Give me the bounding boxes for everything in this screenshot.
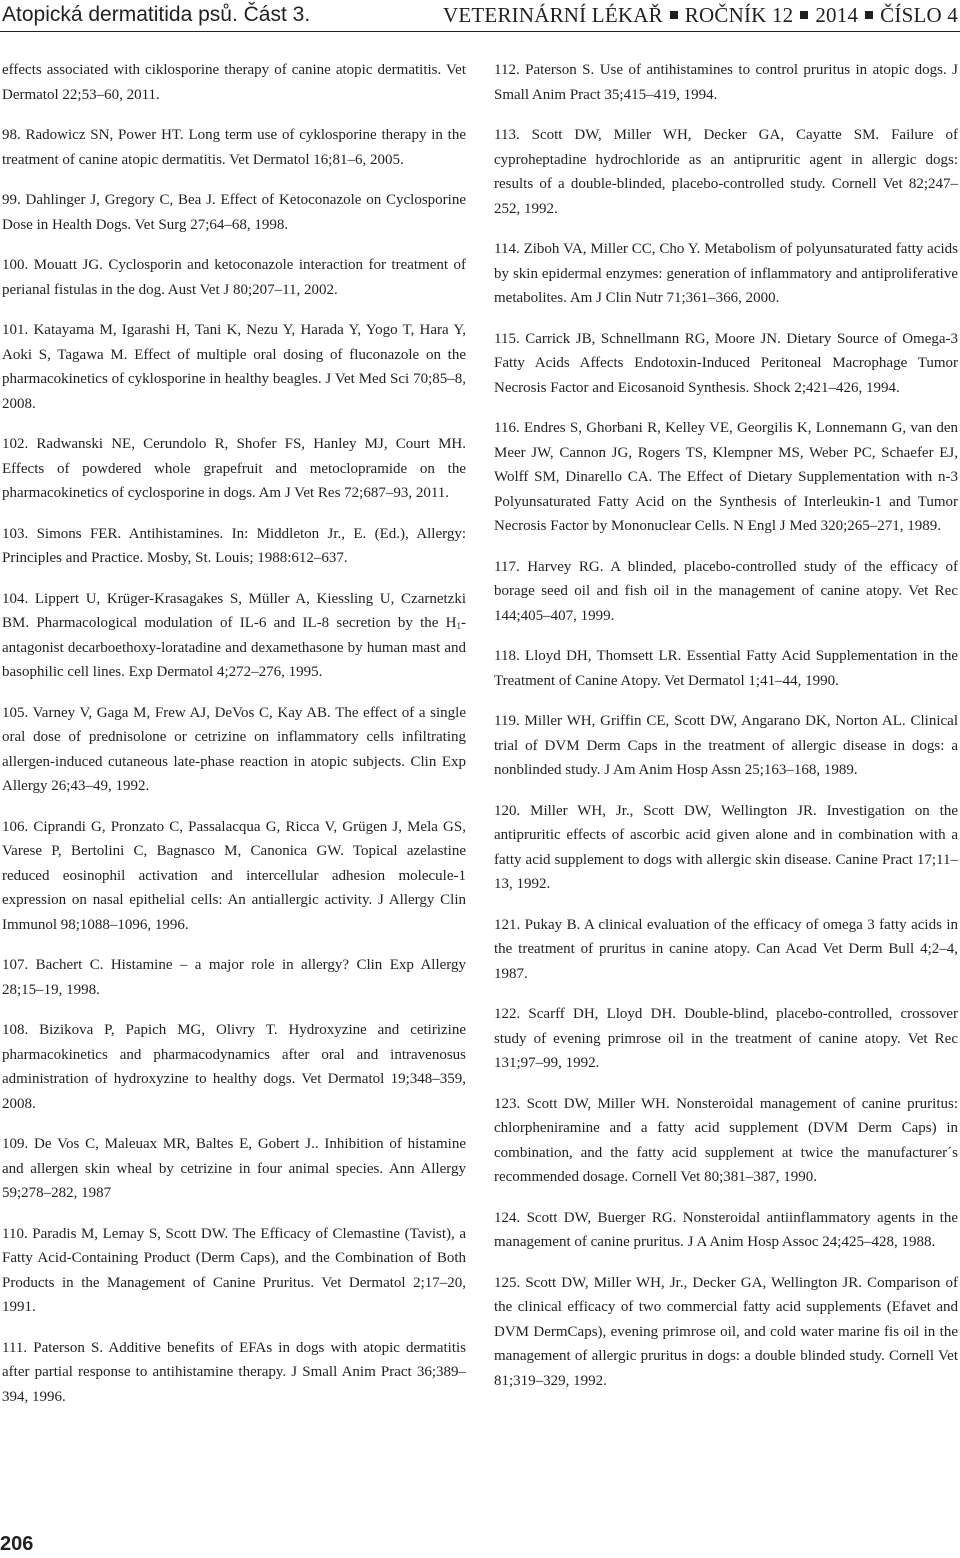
- reference-item: 103. Simons FER. Antihistamines. In: Middleton Jr., E. (Ed.), Allergy: Principles and Practice. Mosby, St. Louis; 1988:612–637.: [2, 525, 466, 566]
- reference-item: 102. Radwanski NE, Cerundolo R, Shofer FS, Hanley MJ, Court MH. Effects of powdered whole grapefruit and metoclopramide on the pharmacokinetics of cyclosporine in dogs. Am J Vet Res 72;687–93, 2011.: [2, 436, 466, 501]
- reference-item: 117. Harvey RG. A blinded, placebo-controlled study of the efficacy of borage seed oil and fish oil in the management of canine atopy. Vet Rec 144;405–407, 1999.: [494, 558, 958, 624]
- reference-item: 105. Varney V, Gaga M, Frew AJ, DeVos C, Kay AB. The effect of a single oral dose of prednisolone or cetrizine on inflammatory cells infiltrating allergen-induced cutaneous late-phase reaction in atopic subjects. Clin Exp Allergy 26;43–49, 1992.: [2, 704, 466, 794]
- reference-item: 99. Dahlinger J, Gregory C, Bea J. Effect of Ketoconazole on Cyclosporine Dose in Health Dogs. Vet Surg 27;64–68, 1998.: [2, 192, 466, 233]
- left-column: [2, 58, 466, 1425]
- reference-item: 100. Mouatt JG. Cyclosporin and ketoconazole interaction for treatment of perianal fistulas in the dog. Aust Vet J 80;207–11, 2002.: [2, 257, 466, 298]
- subscript: 1: [456, 621, 461, 631]
- reference-text: 104. Lippert U, Krüger-Krasagakes S, Müller A, Kiessling U, Czarnetzki BM. Pharmacological modulation of IL-6 and IL-8 secretion by the H: [2, 590, 466, 631]
- reference-item: 113. Scott DW, Miller WH, Decker GA, Cayatte SM. Failure of cyproheptadine hydrochloride as an antipruritic agent in allergic dogs: results of a double-blinded, placebo-controlled study. Cornell Vet 82;247–252, 1992.: [494, 127, 958, 217]
- square-bullet-icon: [865, 11, 873, 19]
- reference-item: 119. Miller WH, Griffin CE, Scott DW, Angarano DK, Norton AL. Clinical trial of DVM Derm Caps in the treatment of allergic disease in dogs: a nonblinded study. J Am Anim Hosp Assn 25;163–168, 1989.: [494, 713, 958, 778]
- issue-label: ČÍSLO 4: [880, 3, 958, 27]
- journal-info: [443, 3, 958, 28]
- page-number: 206: [0, 1533, 34, 1555]
- reference-item: 120. Miller WH, Jr., Scott DW, Wellington JR. Investigation on the antipruritic effects of ascorbic acid given alone and in combination with a fatty acid supplement to dogs with allergic skin disease. Canine Pract 17;11–13, 1992.: [494, 802, 958, 892]
- reference-item: 116. Endres S, Ghorbani R, Kelley VE, Georgilis K, Lonnemann G, van den Meer JW, Cannon JG, Rogers TS, Klempner MS, Weber PC, Schaefer EJ, Wolff SM, Dinarello CA. The Effect of Dietary Supplementation with n-3 Polyunsaturated Fatty Acid on the Synthesis of Interleukin-1 and Tumor Necrosis Factor by Mononuclear Cells. N Engl J Med 320;265–271, 1989.: [494, 420, 958, 534]
- right-column: [494, 58, 958, 1409]
- reference-item: 118. Lloyd DH, Thomsett LR. Essential Fatty Acid Supplementation in the Treatment of Canine Atopy. Vet Dermatol 1;41–44, 1990.: [494, 648, 958, 689]
- reference-item: 110. Paradis M, Lemay S, Scott DW. The Efficacy of Clemastine (Tavist), a Fatty Acid-Containing Product (Derm Caps), and the Combination of Both Products in the Management of Canine Pruritus. Vet Dermatol 2;17–20, 1991.: [2, 1225, 466, 1315]
- reference-text: -antagonist decarboethoxy-loratadine and dexamethasone by human mast and basophilic cell lines. Exp Dermatol 4;272–276, 1995.: [2, 615, 466, 680]
- reference-item: effects associated with ciklosporine therapy of canine atopic dermatitis. Vet Dermatol 22;53–60, 2011.: [2, 62, 466, 103]
- reference-item: 107. Bachert C. Histamine – a major role in allergy? Clin Exp Allergy 28;15–19, 1998.: [2, 957, 466, 998]
- running-header: [0, 0, 960, 32]
- reference-item: 123. Scott DW, Miller WH. Nonsteroidal management of canine pruritus: chlorpheniramine and a fatty acid supplement (DVM Derm Caps) in combination, and the fatty acid supplement at twice the manufacturer´s recommended dosage. Cornell Vet 80;381–387, 1990.: [494, 1095, 958, 1185]
- reference-item: 121. Pukay B. A clinical evaluation of the efficacy of omega 3 fatty acids in the treatment of pruritus in canine atopy. Can Acad Vet Derm Bull 4;2–4, 1987.: [494, 916, 958, 982]
- square-bullet-icon: [670, 11, 678, 19]
- journal-name: VETERINÁRNÍ LÉKAŘ: [443, 3, 663, 27]
- year-label: 2014: [815, 3, 859, 27]
- reference-item: 109. De Vos C, Maleuax MR, Baltes E, Gobert J.. Inhibition of histamine and allergen skin wheal by cetrizine in four animal species. Ann Allergy 59;278–282, 1987: [2, 1136, 466, 1201]
- reference-item: 106. Ciprandi G, Pronzato C, Passalacqua G, Ricca V, Grügen J, Mela GS, Varese P, Bertolini C, Bagnasco M, Canonica GW. Topical azelastine reduced eosinophil activation and intercellular adhesion molecule-1 expression on nasal epithelial cells: An antiallergic activity. J Allergy Clin Immunol 98;1088–1096, 1996.: [2, 818, 466, 933]
- reference-item: 115. Carrick JB, Schnellmann RG, Moore JN. Dietary Source of Omega-3 Fatty Acids Affects Endotoxin-Induced Peritoneal Macrophage Tumor Necrosis Factor and Eicosanoid Synthesis. Shock 2;421–426, 1994.: [494, 330, 958, 396]
- reference-item: [2, 587, 466, 685]
- square-bullet-icon: [800, 11, 808, 19]
- reference-item: 114. Ziboh VA, Miller CC, Cho Y. Metabolism of polyunsaturated fatty acids by skin epidermal enzymes: generation of inflammatory and antiproliferative metabolites. Am J Clin Nutr 71;361–366, 2000.: [494, 241, 958, 306]
- reference-item: 122. Scarff DH, Lloyd DH. Double-blind, placebo-controlled, crossover study of evening primrose oil in the treatment of canine atopy. Vet Rec 131;97–99, 1992.: [494, 1006, 958, 1071]
- reference-item: 125. Scott DW, Miller WH, Jr., Decker GA, Wellington JR. Comparison of the clinical efficacy of two commercial fatty acid supplements (Efavet and DVM DermCaps), evening primrose oil, and cold water marine fis oil in the management of allergic pruritus in dogs: a double blinded study. Cornell Vet 81;319–329, 1992.: [494, 1274, 958, 1389]
- article-title: Atopická dermatitida psů. Část 3.: [2, 3, 311, 26]
- reference-item: 112. Paterson S. Use of antihistamines to control pruritus in atopic dogs. J Small Anim Pract 35;415–419, 1994.: [494, 62, 958, 103]
- reference-item: 98. Radowicz SN, Power HT. Long term use of cyklosporine therapy in the treatment of canine atopic dermatitis. Vet Dermatol 16;81–6, 2005.: [2, 127, 466, 168]
- volume-label: ROČNÍK 12: [684, 3, 794, 27]
- reference-item: 108. Bizikova P, Papich MG, Olivry T. Hydroxyzine and cetirizine pharmacokinetics and pharmacodynamics after oral and intravenosus administration of hydroxyzine to healthy dogs. Vet Dermatol 19;348–359, 2008.: [2, 1022, 466, 1112]
- reference-item: 101. Katayama M, Igarashi H, Tani K, Nezu Y, Harada Y, Yogo T, Hara Y, Aoki S, Tagawa M. Effect of multiple oral dosing of fluconazole on the pharmacokinetics of cyklosporine in healthy beagles. J Vet Med Sci 70;85–8, 2008.: [2, 322, 466, 412]
- reference-item: 111. Paterson S. Additive benefits of EFAs in dogs with atopic dermatitis after partial response to antihistamine therapy. J Small Anim Pract 36;389–394, 1996.: [2, 1339, 466, 1405]
- reference-item: 124. Scott DW, Buerger RG. Nonsteroidal antiinflammatory agents in the management of canine pruritus. J A Anim Hosp Assoc 24;425–428, 1988.: [494, 1209, 958, 1250]
